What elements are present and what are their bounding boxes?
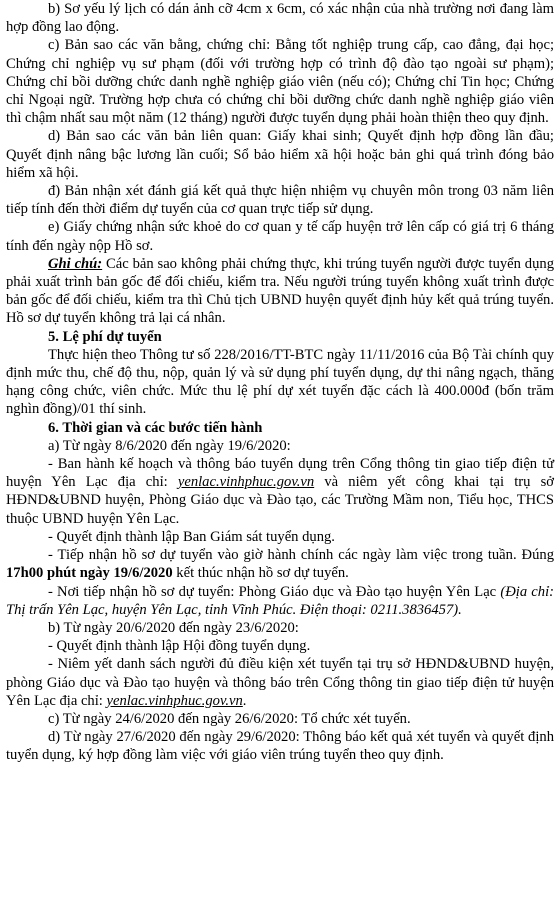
note-label: Ghi chú: — [48, 255, 103, 272]
paragraph-period-a: a) Từ ngày 8/6/2020 đến ngày 19/6/2020: — [48, 437, 291, 454]
paragraph-period-b: b) Từ ngày 20/6/2020 đến ngày 23/6/2020: — [48, 619, 299, 636]
place-text: - Nơi tiếp nhận hồ sơ dự tuyển: Phòng Giáo dục và Đào tạo huyện Yên Lạc — [48, 583, 501, 600]
portal-link-2[interactable]: yenlac.vinhphuc.gov.vn — [106, 692, 243, 709]
heading-timeline: 6. Thời gian và các bước tiến hành — [48, 419, 263, 436]
paragraph-period-d: d) Từ ngày 27/6/2020 đến ngày 29/6/2020: Thông báo kết quả xét tuyển và quyết định tuyển dụng, ký hợp đồng làm việc với giáo viên trúng tuyển theo quy định. — [6, 729, 554, 764]
paragraph-announce — [6, 455, 554, 528]
announce-text: - Ban hành kế hoạch và thông báo tuyển dụng trên Cổng thông tin giao tiếp điện tử huyện Yên Lạc địa chỉ: — [6, 456, 554, 491]
paragraph-certificates: c) Bản sao các văn bằng, chứng chỉ: Bằng tốt nghiệp trung cấp, cao đẳng, đại học; Chứng chỉ nghiệp vụ sư phạm (đối với trường hợp có trình độ đào tạo ngoài sư phạm); Chứng chỉ bồi dưỡng chức danh nghề nghiệp giáo viên (nếu có); Chứng chỉ Tin học; Chứng chỉ Ngoại ngữ. Trường hợp chưa có chứng chỉ bồi dưỡng chức danh nghề nghiệp giáo viên thì chậm nhất sau một năm (12 tháng) người được tuyển dụng phải hoàn thiện theo quy định. — [6, 37, 554, 127]
paragraph-evaluation: đ) Bản nhận xét đánh giá kết quả thực hiện nhiệm vụ chuyên môn trong 03 năm liên tiếp tính đến thời điểm dự tuyển của cơ quan trực tiếp sử dụng. — [6, 183, 554, 218]
paragraph-related-documents: d) Bản sao các văn bản liên quan: Giấy khai sinh; Quyết định hợp đồng lần đầu; Quyết định nâng bậc lương lần cuối; Sổ bảo hiểm xã hội hoặc bản ghi quá trình đóng bảo hiểm xã hội. — [6, 128, 554, 181]
paragraph-resume: b) Sơ yếu lý lịch có dán ảnh cỡ 4cm x 6cm, có xác nhận của nhà trường nơi đang làm hợp đồng lao động. — [6, 1, 554, 36]
note-text: Các bản sao không phải chứng thực, khi trúng tuyển người được tuyển dụng phải xuất trình bản gốc để đối chiếu, kiểm tra. Nếu người trúng tuyển không xuất trình được bản gốc để đối chiếu, kiểm tra thì Chủ tịch UBND huyện quyết định hủy kết quả trúng tuyển. Hồ sơ dự tuyển không trả lại cá nhân. — [6, 255, 554, 327]
paragraph-receive-place — [6, 583, 554, 619]
paragraph-fee: Thực hiện theo Thông tư số 228/2016/TT-BTC ngày 11/11/2016 của Bộ Tài chính quy định mức thu, chế độ thu, nộp, quản lý và sử dụng phí tuyển dụng, dự thi nâng ngạch, thăng hạng công chức, viên chức. Mức thu lệ phí dự xét tuyển đặc cách là 400.000đ (bốn trăm nghìn đồng)/01 thí sinh. — [6, 346, 554, 418]
posting-text: - Niêm yết danh sách người đủ điều kiện xét tuyển tại trụ sở HĐND&UBND huyện, phòng Giáo dục và Đào tạo huyện và thông báo trên Cổng thông tin giao tiếp điện tử huyện Yên Lạc địa chỉ: — [6, 656, 554, 709]
portal-link[interactable]: yenlac.vinhphuc.gov.vn — [177, 474, 315, 491]
paragraph-supervision-board: - Quyết định thành lập Ban Giám sát tuyển dụng. — [48, 528, 335, 545]
paragraph-list-posting — [6, 655, 554, 710]
announce-text-rest: và niêm yết công khai tại trụ sở HĐND&UBND huyện, Phòng Giáo dục và Đào tạo, các Trường Mầm non, Tiểu học, THCS thuộc UBND huyện Yên Lạc. — [6, 474, 554, 527]
paragraph-health-certificate: e) Giấy chứng nhận sức khoẻ do cơ quan y tế cấp huyện trở lên cấp có giá trị 6 tháng tính đến ngày nộp Hồ sơ. — [6, 219, 554, 254]
deadline-text: 17h00 phút ngày 19/6/2020 — [6, 565, 173, 582]
posting-text-end: . — [242, 692, 247, 709]
heading-fee: 5. Lệ phí dự tuyển — [48, 328, 162, 345]
paragraph-note — [6, 255, 554, 328]
paragraph-period-c: c) Từ ngày 24/6/2020 đến ngày 26/6/2020: Tổ chức xét tuyển. — [48, 710, 411, 727]
receive-text-rest: kết thúc nhận hồ sơ dự tuyển. — [172, 565, 349, 582]
paragraph-council: - Quyết định thành lập Hội đồng tuyển dụng. — [48, 638, 311, 655]
receive-text: - Tiếp nhận hồ sơ dự tuyển vào giờ hành chính các ngày làm việc trong tuần. Đúng — [48, 547, 554, 564]
paragraph-receive-dossier — [6, 546, 554, 582]
address-text: (Địa chỉ: Thị trấn Yên Lạc, huyện Yên Lạc, tỉnh Vĩnh Phúc. Điện thoại: 0211.3836457). — [6, 583, 554, 618]
